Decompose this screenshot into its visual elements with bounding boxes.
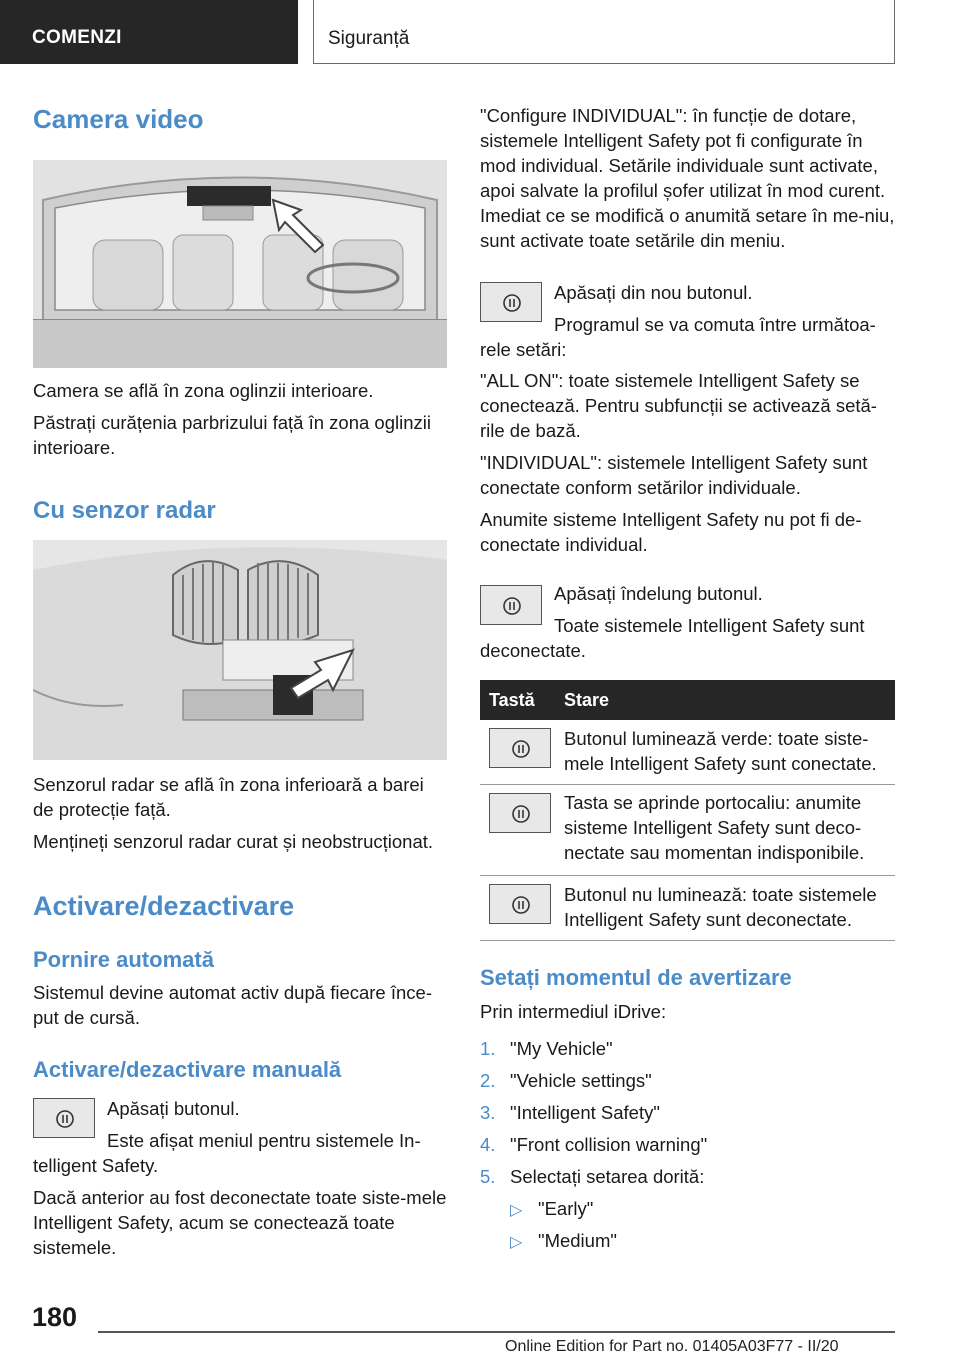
table-row: [480, 720, 895, 785]
button-orange-icon: [489, 793, 551, 833]
col-key-header: Tastă: [489, 690, 535, 710]
row-1-text: Butonul luminează verde: toate siste-mele Intelligent Safety sunt conectate.: [564, 728, 877, 774]
radar-text-1: Senzorul radar se află în zona inferioară a barei de protecție față.: [33, 774, 424, 820]
camera-text-2: Păstrați curățenia parbrizului față în zona oglinzii interioare.: [33, 412, 431, 458]
list-item: [480, 1198, 894, 1230]
activation-title: Activare/dezactivare: [33, 891, 295, 921]
footer-divider: [98, 1331, 895, 1333]
camera-title: Camera video: [33, 104, 204, 134]
header-chapter-box: [313, 0, 895, 64]
press-long-text: Apăsați îndelung butonul.: [554, 583, 763, 604]
camera-illustration: [33, 160, 447, 368]
row-3-text: Butonul nu luminează: toate sistemele Intelligent Safety sunt deconectate.: [564, 884, 877, 930]
list-item: [480, 1102, 894, 1134]
button-green-icon: [489, 728, 551, 768]
manual-text-3: Dacă anterior au fost deconectate toate siste-mele Intelligent Safety, acum se conectează toate sistemele.: [33, 1187, 447, 1258]
auto-start-title: Pornire automată: [33, 947, 214, 972]
header-section-label: COMENZI: [32, 27, 122, 48]
row-2-text: Tasta se aprinde portocaliu: anumite sisteme Intelligent Safety sunt deco-nectate sau momentan indisponibile.: [564, 792, 865, 863]
camera-photo: [33, 160, 447, 368]
sub-option-text: "Medium": [538, 1230, 617, 1251]
table-row: [480, 876, 895, 941]
radar-text-2: Mențineți senzorul radar curat și neobstrucționat.: [33, 831, 434, 852]
list-item: [480, 1038, 894, 1070]
step-text: "My Vehicle": [510, 1038, 613, 1059]
step-text: Selectați setarea dorită:: [510, 1166, 705, 1187]
list-item: [480, 1134, 894, 1166]
manual-title: Activare/dezactivare manuală: [33, 1057, 342, 1082]
toggle-text: Programul se va comuta între următoa-rele setări:: [480, 314, 876, 360]
list-item: [480, 1070, 894, 1102]
step-number: 1.: [480, 1038, 496, 1059]
camera-text-1: Camera se află în zona oglinzii interioare.: [33, 380, 374, 401]
table-row: [480, 785, 895, 876]
sub-option-text: "Early": [538, 1198, 594, 1219]
list-item: [480, 1230, 894, 1262]
list-item: [480, 1166, 894, 1198]
step-text: "Front collision warning": [510, 1134, 708, 1155]
status-table-header: [480, 680, 895, 720]
radar-title: Cu senzor radar: [33, 497, 216, 524]
step-text: "Intelligent Safety": [510, 1102, 660, 1123]
radar-photo: [33, 540, 447, 760]
status-table: [480, 680, 895, 941]
step-number: 4.: [480, 1134, 496, 1155]
individual-text: "INDIVIDUAL": sistemele Intelligent Safety sunt conectate conform setărilor individuale.: [480, 452, 868, 498]
step-number: 5.: [480, 1166, 496, 1187]
press-again-text: Apăsați din nou butonul.: [554, 282, 753, 303]
col-state-header: Stare: [564, 690, 610, 710]
all-on-text: "ALL ON": toate sistemele Intelligent Safety se conectează. Pentru subfuncții se activează setă-rile de bază.: [480, 370, 877, 441]
manual-text-2: Este afișat meniul pentru sistemele In-telligent Safety.: [33, 1130, 421, 1176]
all-off-text: Toate sistemele Intelligent Safety sunt deconectate.: [480, 615, 865, 661]
step-text: "Vehicle settings": [510, 1070, 652, 1091]
triangle-bullet-icon: ▷: [510, 1202, 523, 1219]
step-number: 3.: [480, 1102, 496, 1123]
footer-edition: Online Edition for Part no. 01405A03F77 - II/20: [505, 1338, 839, 1355]
auto-start-text: Sistemul devine automat activ după fiecare înce-put de cursă.: [33, 982, 432, 1028]
config-text: "Configure INDIVIDUAL": în funcție de dotare, sistemele Intelligent Safety pot fi configurate în mod individual. Setările individuale sunt activate, apoi salvate la profilul șofer utilizat în mod curent. Imediat ce se modifică o anumită setare în me-niu, sunt activate toate setările din meniu.: [480, 105, 895, 251]
warning-time-title: Setați momentul de avertizare: [480, 965, 792, 990]
step-number: 2.: [480, 1070, 496, 1091]
header-chapter-label: Siguranță: [328, 28, 410, 49]
idrive-text: Prin intermediul iDrive:: [480, 1001, 667, 1022]
radar-illustration: [33, 540, 447, 760]
page-number: 180: [32, 1302, 78, 1332]
triangle-bullet-icon: ▷: [510, 1234, 523, 1251]
header-section-tab: [0, 0, 298, 64]
some-systems-text: Anumite sisteme Intelligent Safety nu pot fi de-conectate individual.: [480, 509, 862, 555]
steps-list: [480, 1038, 894, 1262]
button-off-icon: [489, 884, 551, 924]
manual-text-1: Apăsați butonul.: [107, 1098, 240, 1119]
